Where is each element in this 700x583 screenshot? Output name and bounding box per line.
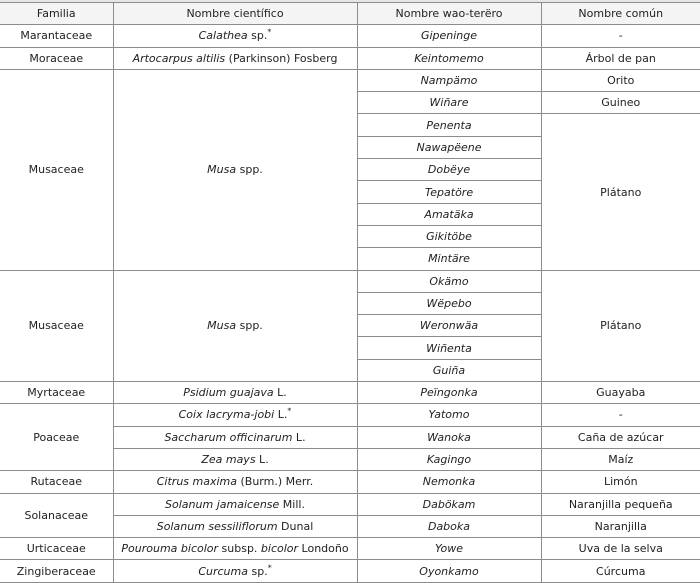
scientific-name-italic: Coix lacryma-jobi: [178, 408, 275, 422]
scientific-name-cell: [113, 25, 357, 47]
common-name-cell: Uva de la selva: [541, 538, 700, 560]
scientific-name-author: spp.: [236, 319, 263, 333]
table-row: [0, 69, 700, 91]
footnote-mark: *: [267, 562, 272, 572]
familia-cell: Zingiberaceae: [0, 560, 113, 582]
species-table: [0, 2, 700, 583]
wao-name-cell: Gikitöbe: [357, 225, 541, 247]
scientific-name-author: Mill.: [279, 497, 305, 511]
wao-name-cell: Dobëye: [357, 159, 541, 181]
wao-name-cell: Kagingo: [357, 448, 541, 470]
scientific-name-italic: Solanum sessiliflorum: [156, 519, 278, 533]
scientific-name-cell: [113, 448, 357, 470]
scientific-name-cell: [113, 471, 357, 493]
wao-name-cell: Nawapëene: [357, 136, 541, 158]
table-row: [0, 270, 700, 292]
scientific-name-author: (Parkinson) Fosberg: [225, 51, 338, 65]
wao-name-cell: Weronwäa: [357, 315, 541, 337]
common-name-cell: Guayaba: [541, 382, 700, 404]
table-row: [0, 404, 700, 426]
familia-cell: Marantaceae: [0, 25, 113, 47]
scientific-name-author: (Burm.) Merr.: [237, 475, 314, 489]
wao-name-cell: Tepatöre: [357, 181, 541, 203]
familia-cell: Musaceae: [0, 69, 113, 270]
scientific-name-cell: [113, 69, 357, 270]
common-name-cell: -: [541, 25, 700, 47]
wao-name-cell: Oyonkamo: [357, 560, 541, 582]
header-nombre-cientifico: Nombre científico: [113, 3, 357, 25]
wao-name-cell: Guiña: [357, 359, 541, 381]
wao-name-cell: Amatäka: [357, 203, 541, 225]
scientific-name-italic: Artocarpus altilis: [132, 51, 226, 65]
common-name-cell: Árbol de pan: [541, 47, 700, 69]
footnote-mark: *: [267, 27, 272, 37]
wao-name-cell: Yowe: [357, 538, 541, 560]
scientific-name-italic: Calathea: [198, 29, 248, 43]
common-name-cell: Guineo: [541, 92, 700, 114]
table-row: [0, 560, 700, 582]
scientific-name-cell: [113, 515, 357, 537]
familia-cell: Solanaceae: [0, 493, 113, 538]
scientific-name-italic: bicolor: [260, 542, 299, 556]
common-name-cell: Plátano: [541, 270, 700, 381]
wao-name-cell: Nemonka: [357, 471, 541, 493]
scientific-name-author: spp.: [236, 163, 263, 177]
familia-cell: Poaceae: [0, 404, 113, 471]
scientific-name-rank: subsp.: [218, 542, 261, 556]
wao-name-cell: Wiñare: [357, 92, 541, 114]
footnote-mark: *: [287, 406, 292, 416]
common-name-cell: Naranjilla pequeña: [541, 493, 700, 515]
scientific-name-cell: [113, 493, 357, 515]
common-name-cell: Limón: [541, 471, 700, 493]
scientific-name-cell: [113, 560, 357, 582]
familia-cell: Rutaceae: [0, 471, 113, 493]
scientific-name-italic: Pourouma bicolor: [121, 542, 219, 556]
scientific-name-author: L.: [292, 430, 306, 444]
familia-cell: Myrtaceae: [0, 382, 113, 404]
familia-cell: Moraceae: [0, 47, 113, 69]
table-row: [0, 47, 700, 69]
scientific-name-italic: Musa: [207, 163, 237, 177]
wao-name-cell: Keintomemo: [357, 47, 541, 69]
wao-name-cell: Wanoka: [357, 426, 541, 448]
scientific-name-italic: Musa: [207, 319, 237, 333]
scientific-name-cell: [113, 538, 357, 560]
scientific-name-cell: [113, 270, 357, 381]
scientific-name-author: sp.: [247, 564, 268, 578]
common-name-cell: Naranjilla: [541, 515, 700, 537]
scientific-name-cell: [113, 382, 357, 404]
table-row: [0, 382, 700, 404]
wao-name-cell: Wëpebo: [357, 292, 541, 314]
wao-name-cell: Gipeninge: [357, 25, 541, 47]
scientific-name-author: L.: [274, 408, 288, 422]
scientific-name-author: L.: [273, 386, 287, 400]
common-name-cell: Maíz: [541, 448, 700, 470]
common-name-cell: Caña de azúcar: [541, 426, 700, 448]
familia-cell: Musaceae: [0, 270, 113, 381]
scientific-name-italic: Saccharum officinarum: [164, 430, 293, 444]
header-familia: Familia: [0, 3, 113, 25]
scientific-name-italic: Zea mays: [201, 453, 256, 467]
scientific-name-italic: Citrus maxima: [156, 475, 237, 489]
scientific-name-author: sp.: [247, 29, 268, 43]
scientific-name-author: Londoño: [298, 542, 349, 556]
table-row: [0, 493, 700, 515]
scientific-name-cell: [113, 426, 357, 448]
scientific-name-cell: [113, 404, 357, 426]
scientific-name-author: L.: [255, 453, 269, 467]
scientific-name-italic: Curcuma: [198, 564, 248, 578]
header-row: [0, 3, 700, 25]
wao-name-cell: Peïngonka: [357, 382, 541, 404]
wao-name-cell: Okämo: [357, 270, 541, 292]
scientific-name-italic: Solanum jamaicense: [165, 497, 280, 511]
wao-name-cell: Yatomo: [357, 404, 541, 426]
table-row: [0, 25, 700, 47]
header-nombre-comun: Nombre común: [541, 3, 700, 25]
common-name-cell: Orito: [541, 69, 700, 91]
common-name-cell: -: [541, 404, 700, 426]
wao-name-cell: Wiñenta: [357, 337, 541, 359]
common-name-cell: Cúrcuma: [541, 560, 700, 582]
common-name-cell: Plátano: [541, 114, 700, 270]
table-row: [0, 538, 700, 560]
wao-name-cell: Penenta: [357, 114, 541, 136]
scientific-name-italic: Psidium guajava: [183, 386, 274, 400]
wao-name-cell: Mintäre: [357, 248, 541, 270]
scientific-name-author: Dunal: [277, 519, 314, 533]
familia-cell: Urticaceae: [0, 538, 113, 560]
table-row: [0, 471, 700, 493]
scientific-name-cell: [113, 47, 357, 69]
wao-name-cell: Dabökam: [357, 493, 541, 515]
wao-name-cell: Nampämo: [357, 69, 541, 91]
header-nombre-wao: Nombre wao-terëro: [357, 3, 541, 25]
wao-name-cell: Daboka: [357, 515, 541, 537]
